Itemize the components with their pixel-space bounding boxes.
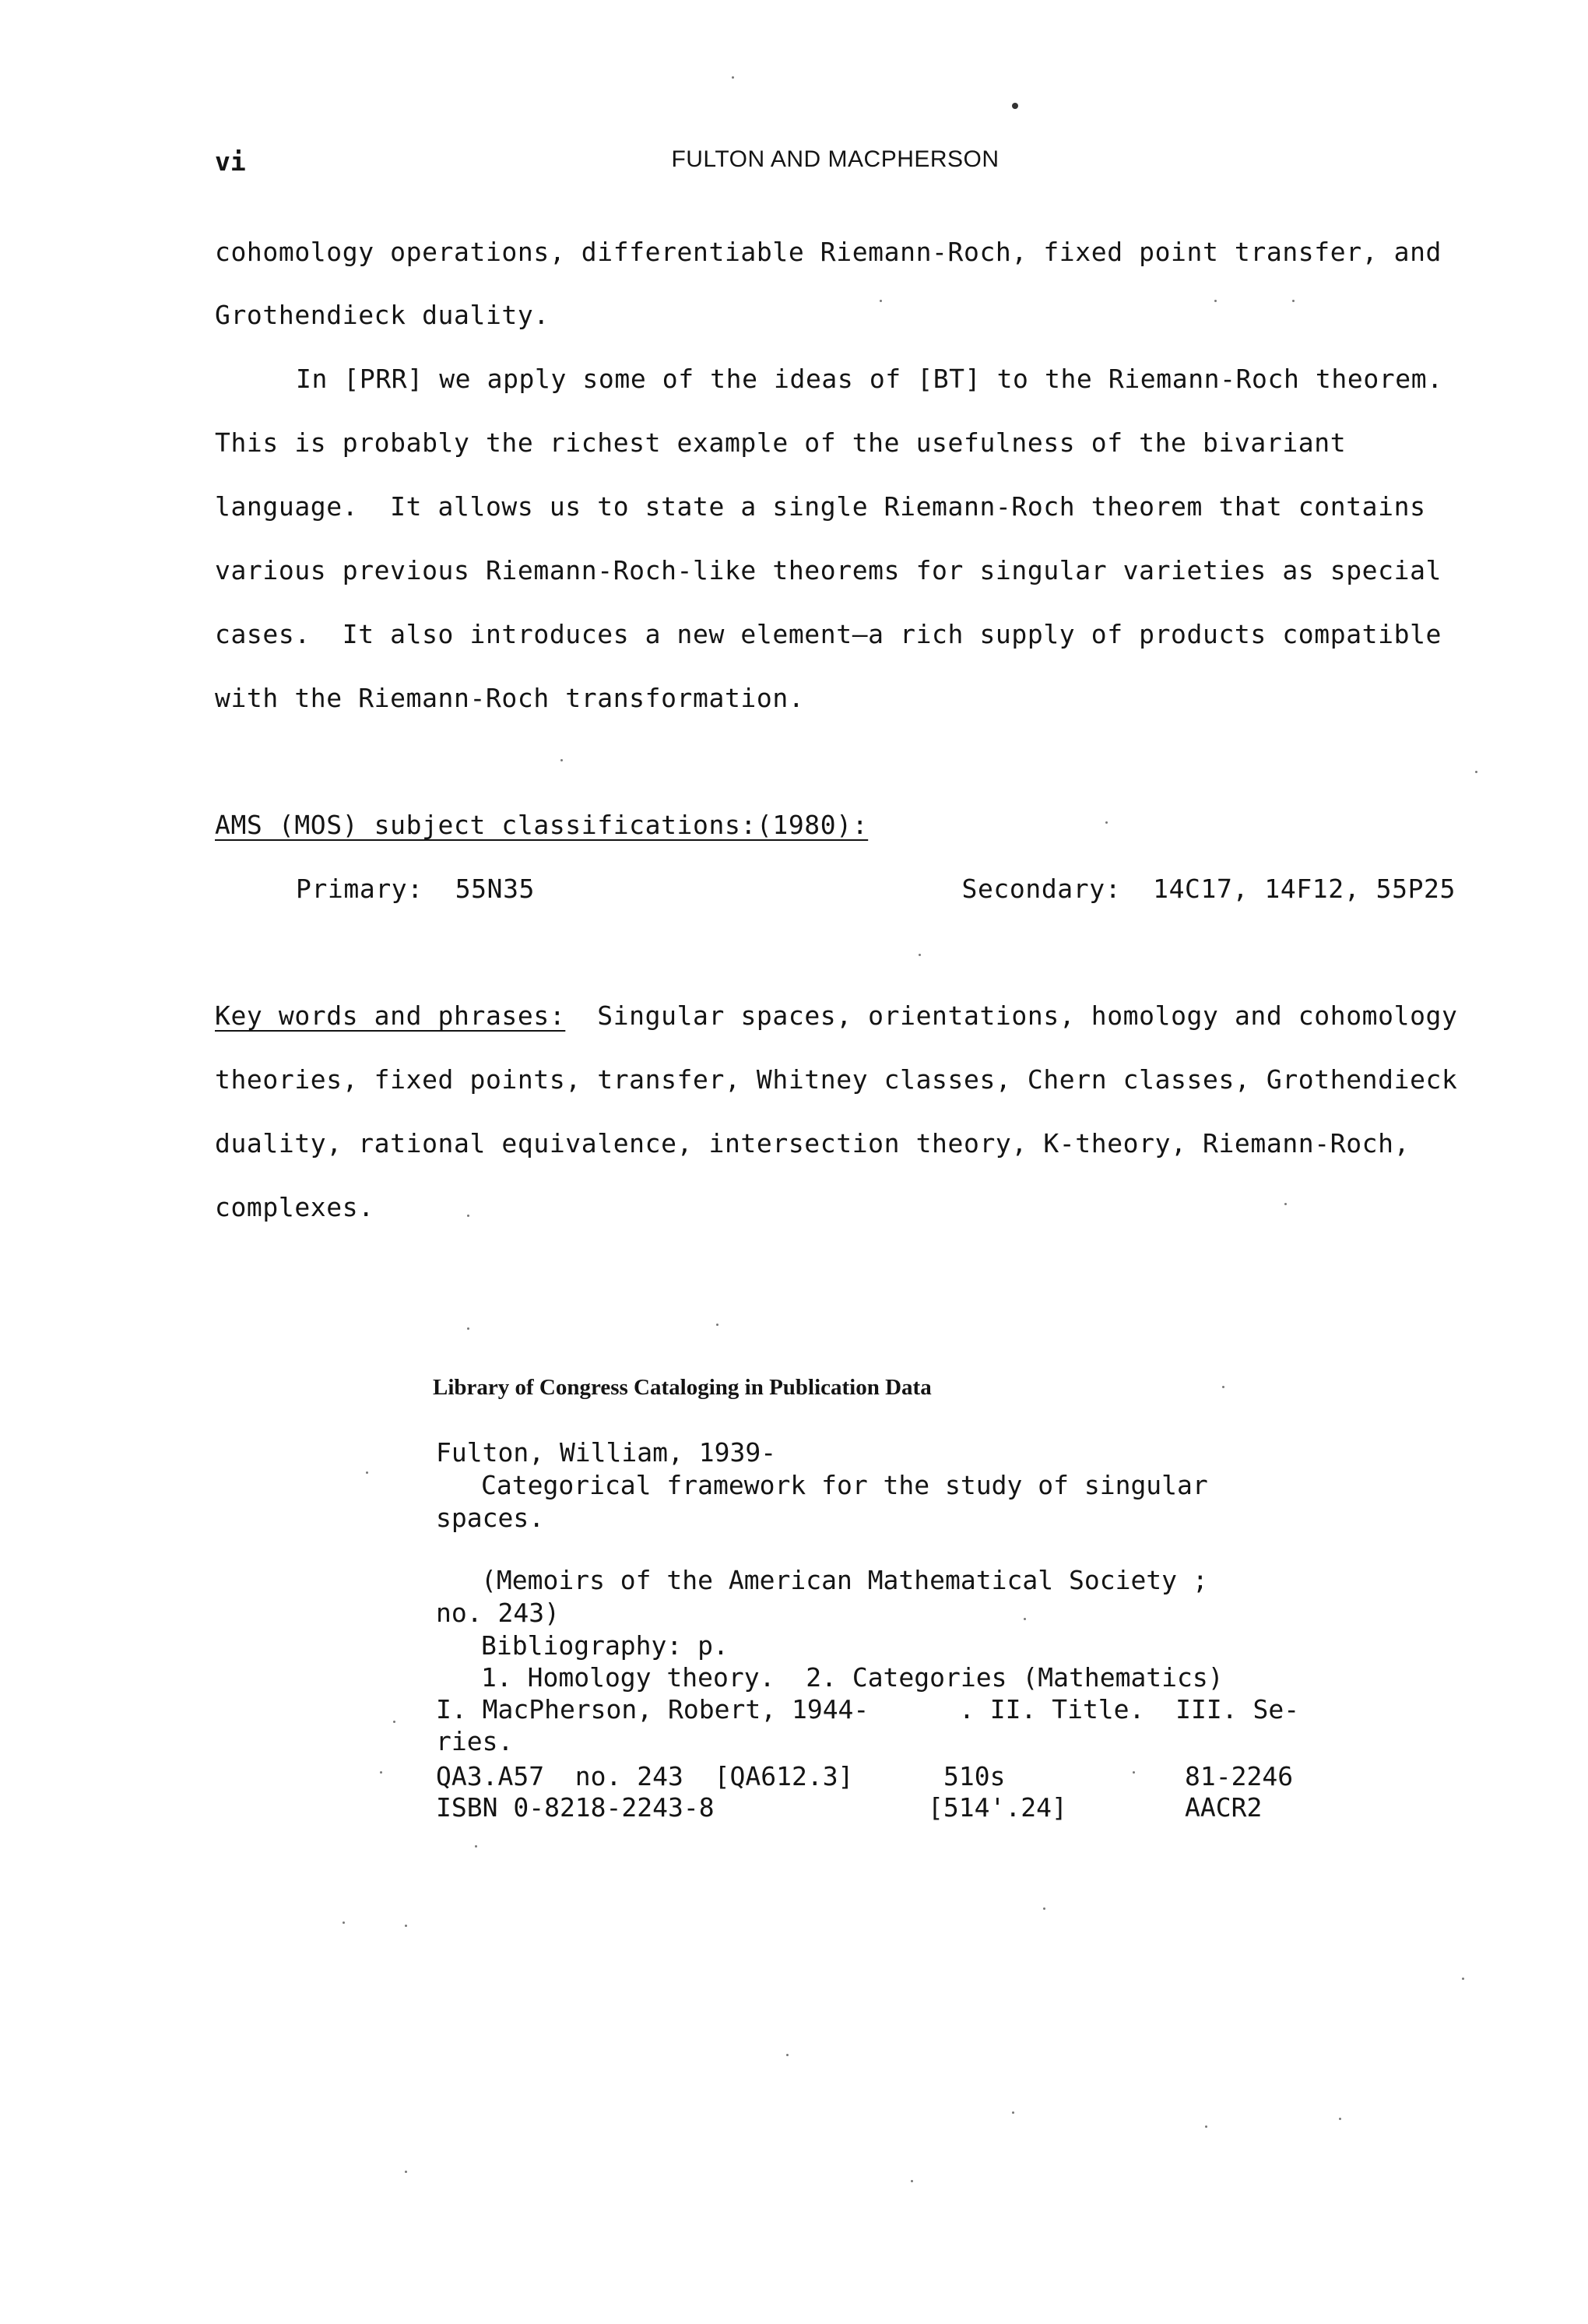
scan-speck [1024, 1618, 1026, 1620]
body-line: This is probably the richest example of the usefulness of the bivariant [215, 427, 1347, 458]
scan-speck [560, 759, 563, 761]
cataloging-added-entries: ries. [436, 1726, 514, 1756]
keywords-line: duality, rational equivalence, intersection theory, K-theory, Riemann-Roch, [215, 1128, 1411, 1158]
secondary-classification [961, 874, 1456, 904]
cataloging-subjects: 1. Homology theory. 2. Categories (Mathematics) [481, 1662, 1224, 1693]
body-line: Grothendieck duality. [215, 300, 550, 330]
running-head: FULTON AND MACPHERSON [671, 146, 1000, 172]
scan-speck [1043, 1907, 1045, 1910]
keywords-line [215, 1000, 1458, 1031]
body-line: cohomology operations, differentiable Riemann-Roch, fixed point transfer, and [215, 237, 1442, 267]
secondary-value: 14C17, 14F12, 55P25 [1153, 874, 1456, 904]
page-header [215, 146, 1456, 178]
scan-speck [1214, 300, 1217, 302]
scan-speck [911, 2180, 913, 2182]
scan-speck [405, 1925, 407, 1927]
scan-speck [1205, 2125, 1207, 2128]
cataloging-bibliography: Bibliography: p. [481, 1630, 729, 1661]
cataloging-rules: AACR2 [1185, 1792, 1263, 1823]
scan-speck [732, 76, 734, 79]
keywords-text: Singular spaces, orientations, homology and cohomology [597, 1000, 1458, 1031]
body-line: In [PRR] we apply some of the ideas of [BT] to the Riemann-Roch theorem. [296, 364, 1443, 394]
scan-speck [343, 1921, 345, 1924]
scan-speck [716, 1324, 718, 1326]
scan-speck [786, 2054, 789, 2056]
scan-speck [366, 1471, 368, 1474]
scan-speck [1133, 1771, 1135, 1774]
scan-speck [1462, 1978, 1464, 1980]
keywords-line: complexes. [215, 1192, 374, 1222]
cataloging-added-entries: I. MacPherson, Robert, 1944- [436, 1694, 870, 1725]
primary-value: 55N35 [455, 874, 536, 904]
scan-speck [467, 1215, 469, 1217]
scan-speck [467, 1327, 469, 1330]
secondary-label: Secondary: [961, 874, 1122, 904]
body-line: with the Riemann-Roch transformation. [215, 683, 805, 713]
cataloging-isbn: ISBN 0-8218-2243-8 [436, 1792, 715, 1823]
cataloging-dewey: 510s [943, 1761, 1006, 1791]
cataloging-lccn: 81-2246 [1185, 1761, 1294, 1791]
scan-speck [1339, 2118, 1341, 2120]
body-line: language. It allows us to state a single Riemann-Roch theorem that contains [215, 491, 1426, 522]
scan-speck [1284, 1203, 1287, 1205]
primary-classification [296, 874, 535, 904]
scan-speck [405, 2171, 407, 2173]
scan-speck [380, 1771, 382, 1774]
scan-speck [393, 1721, 395, 1723]
cataloging-series: no. 243) [436, 1598, 560, 1628]
cataloging-call-number: QA3.A57 no. 243 [QA612.3] [436, 1761, 854, 1791]
cataloging-title-line: spaces. [436, 1503, 545, 1533]
classification-heading: AMS (MOS) subject classifications:(1980): [215, 810, 869, 840]
scan-speck [1222, 1386, 1224, 1388]
scan-speck [880, 300, 882, 302]
cataloging-series: (Memoirs of the American Mathematical Society ; [481, 1565, 1208, 1595]
body-line: various previous Riemann-Roch-like theorems for singular varieties as special [215, 555, 1442, 585]
scan-speck [1012, 2111, 1014, 2114]
keywords-heading: Key words and phrases: [215, 1000, 566, 1031]
scan-speck [1475, 771, 1477, 773]
cataloging-added-entries: . II. Title. III. Se- [959, 1694, 1300, 1725]
scan-speck [1292, 300, 1295, 302]
scan-speck [1105, 821, 1108, 824]
page-number: vi [215, 146, 246, 177]
scan-speck [1012, 103, 1018, 109]
keywords-line: theories, fixed points, transfer, Whitney classes, Chern classes, Grothendieck [215, 1064, 1458, 1095]
cataloging-title: Library of Congress Cataloging in Publication Data [433, 1375, 932, 1400]
cataloging-title-line: Categorical framework for the study of singular [481, 1470, 1208, 1500]
scan-speck [919, 954, 921, 956]
scan-speck [475, 1845, 477, 1848]
primary-label: Primary: [296, 874, 423, 904]
body-line: cases. It also introduces a new element—a rich supply of products compatible [215, 619, 1442, 649]
cataloging-author: Fulton, William, 1939- [436, 1437, 777, 1468]
cataloging-dewey-alt: [514'.24] [928, 1792, 1067, 1823]
